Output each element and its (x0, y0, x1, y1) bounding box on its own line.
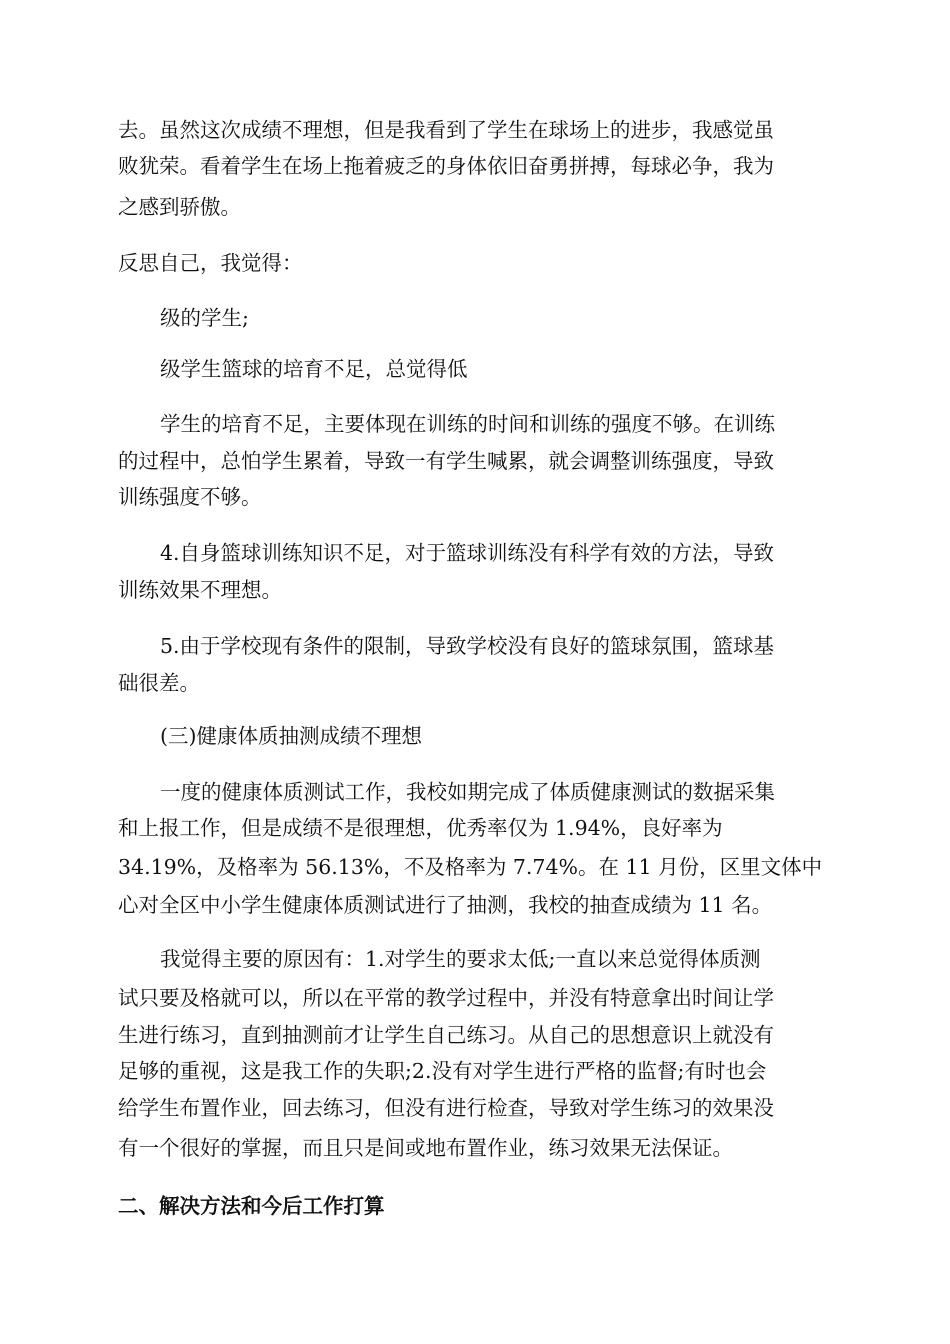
text-line: 去。虽然这次成绩不理想，但是我看到了学生在球场上的进步，我感觉虽 (118, 118, 774, 142)
text-line: 心对全区中小学生健康体质测试进行了抽测，我校的抽查成绩为 11 名。 (118, 893, 773, 917)
text-line: 足够的重视，这是我工作的失职;2.没有对学生进行严格的监督;有时也会 (118, 1059, 767, 1083)
text-line: 我觉得主要的原因有：1.对学生的要求太低;一直以来总觉得体质测 (160, 947, 761, 971)
text-line: 一度的健康体质测试工作，我校如期完成了体质健康测试的数据采集 (160, 780, 775, 804)
text-line: 生进行练习，直到抽测前才让学生自己练习。从自己的思想意识上就没有 (118, 1023, 774, 1047)
text-line: 学生的培育不足，主要体现在训练的时间和训练的强度不够。在训练 (160, 412, 775, 436)
section-subtitle: (三)健康体质抽测成绩不理想 (160, 724, 422, 748)
text-line: 之感到骄傲。 (118, 195, 241, 219)
text-line: 级的学生; (160, 306, 249, 330)
text-line: 给学生布置作业，回去练习，但没有进行检查，导致对学生练习的效果没 (118, 1096, 774, 1120)
text-line: 34.19%，及格率为 56.13%，不及格率为 7.74%。在 11 月份，区里文体中 (118, 855, 823, 879)
text-line: 训练强度不够。 (118, 485, 262, 509)
text-line: 4.自身篮球训练知识不足，对于篮球训练没有科学有效的方法，导致 (160, 541, 775, 565)
text-line: 有一个很好的掌握，而且只是间或地布置作业，练习效果无法保证。 (118, 1136, 733, 1160)
text-line: 反思自己，我觉得： (118, 251, 303, 275)
text-line: 的过程中，总怕学生累着，导致一有学生喊累，就会调整训练强度，导致 (118, 449, 774, 473)
text-line: 级学生篮球的培育不足，总觉得低 (160, 357, 468, 381)
text-line: 和上报工作，但是成绩不是很理想，优秀率仅为 1.94%，良好率为 (118, 816, 723, 840)
section-heading: 二、解决方法和今后工作打算 (118, 1194, 385, 1218)
text-line: 训练效果不理想。 (118, 578, 282, 602)
text-line: 础很差。 (118, 671, 200, 695)
text-line: 5.由于学校现有条件的限制，导致学校没有良好的篮球氛围，篮球基 (160, 634, 775, 658)
text-line: 试只要及格就可以，所以在平常的教学过程中，并没有特意拿出时间让学 (118, 986, 774, 1010)
text-line: 败犹荣。看着学生在场上拖着疲乏的身体依旧奋勇拼搏，每球必争，我为 (118, 154, 774, 178)
